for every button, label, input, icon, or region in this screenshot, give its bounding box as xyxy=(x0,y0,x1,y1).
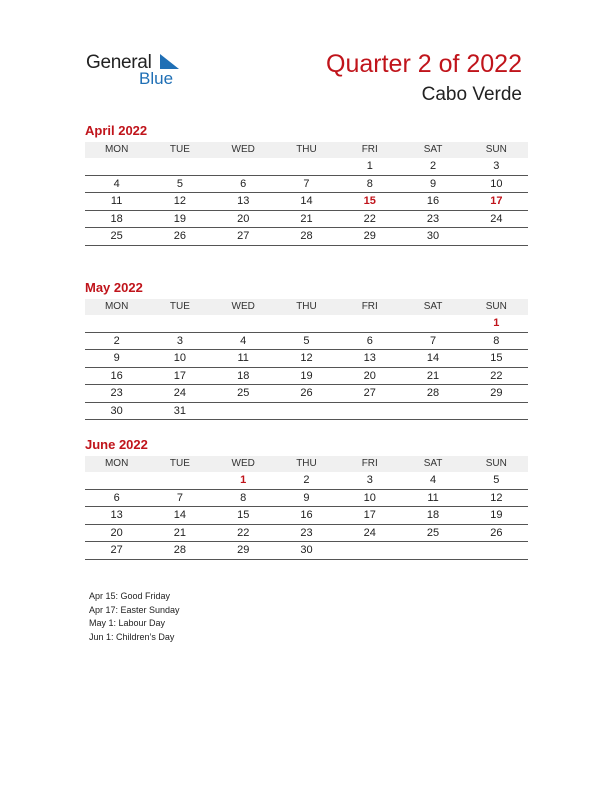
weekday-label: THU xyxy=(296,458,317,469)
week-row xyxy=(85,176,528,194)
day-cell: 18 xyxy=(426,509,440,521)
day-cell: 10 xyxy=(363,491,376,504)
day-cell: 23 xyxy=(300,526,313,539)
day-cell: 28 xyxy=(300,230,313,242)
day-cell: 20 xyxy=(237,212,250,225)
day-cell: 2 xyxy=(429,160,437,172)
day-cell: 5 xyxy=(493,474,500,486)
day-cell: 29 xyxy=(237,544,250,556)
day-cell: 22 xyxy=(490,369,503,382)
day-cell: 2 xyxy=(303,474,310,486)
day-cell: 13 xyxy=(237,195,250,207)
logo-triangle-icon xyxy=(158,54,180,70)
week-row xyxy=(85,211,528,229)
day-cell: 4 xyxy=(429,474,437,486)
day-cell: 11 xyxy=(427,491,439,504)
day-cell: 12 xyxy=(300,352,313,364)
day-cell: 27 xyxy=(110,544,123,556)
day-cell: 22 xyxy=(237,526,250,539)
day-cell: 2 xyxy=(113,334,120,347)
day-cell: 27 xyxy=(363,387,376,399)
weekday-header-row xyxy=(85,456,528,472)
week-row xyxy=(85,228,528,246)
weekday-label: MON xyxy=(104,301,129,312)
logo-blue-text: Blue xyxy=(139,69,174,88)
holiday-note: Apr 15: Good Friday xyxy=(89,591,171,601)
day-cell: 8 xyxy=(493,334,500,347)
week-row xyxy=(85,472,528,490)
day-cell: 9 xyxy=(113,352,120,364)
holiday-day-cell: 15 xyxy=(363,195,376,207)
weekday-label: WED xyxy=(231,144,255,155)
empty-day-cell xyxy=(212,403,275,420)
day-cell: 26 xyxy=(490,526,503,539)
day-cell: 14 xyxy=(300,195,313,207)
day-cell: 22 xyxy=(363,212,376,225)
day-cell: 16 xyxy=(110,369,123,382)
empty-day-cell xyxy=(465,228,528,245)
day-cell: 5 xyxy=(176,177,183,190)
day-cell: 21 xyxy=(173,526,187,539)
month-grid xyxy=(85,456,528,560)
day-cell: 26 xyxy=(173,230,187,242)
week-row xyxy=(85,193,528,211)
day-cell: 15 xyxy=(490,352,503,364)
empty-day-cell xyxy=(85,315,148,332)
day-cell: 3 xyxy=(366,474,373,486)
day-cell: 26 xyxy=(300,387,313,399)
weekday-label: WED xyxy=(231,458,255,469)
day-cell: 13 xyxy=(363,352,376,364)
holiday-day-cell: 1 xyxy=(493,317,500,329)
day-cell: 1 xyxy=(366,160,373,172)
holiday-notes xyxy=(89,590,180,644)
empty-day-cell xyxy=(338,403,401,420)
day-cell: 6 xyxy=(366,334,373,347)
weekday-header-row xyxy=(85,299,528,315)
day-cell: 19 xyxy=(300,369,313,382)
day-cell: 24 xyxy=(173,387,187,399)
weekday-label: FRI xyxy=(361,144,378,155)
weekday-label: MON xyxy=(104,144,129,155)
weekday-label: SAT xyxy=(423,301,443,312)
day-cell: 13 xyxy=(110,509,123,521)
month-june xyxy=(85,436,528,560)
month-april xyxy=(85,122,528,246)
holiday-day-cell: 1 xyxy=(240,474,247,486)
day-cell: 7 xyxy=(429,334,437,347)
day-cell: 4 xyxy=(113,177,120,190)
weekday-label: SAT xyxy=(423,458,443,469)
day-cell: 29 xyxy=(490,387,503,399)
month-may xyxy=(85,279,528,420)
day-cell: 4 xyxy=(240,334,247,347)
weekday-label: TUE xyxy=(169,301,190,312)
weekday-label: SUN xyxy=(485,458,507,469)
day-cell: 23 xyxy=(110,387,123,399)
empty-day-cell xyxy=(212,315,275,332)
empty-day-cell xyxy=(148,158,211,175)
week-row xyxy=(85,507,528,525)
day-cell: 28 xyxy=(173,544,187,556)
day-cell: 5 xyxy=(303,334,310,347)
weekday-label: SAT xyxy=(423,144,443,155)
day-cell: 16 xyxy=(426,195,440,207)
day-cell: 27 xyxy=(237,230,250,242)
day-cell: 25 xyxy=(110,230,123,242)
day-cell: 9 xyxy=(303,491,310,504)
logo-general-text: General xyxy=(86,52,152,73)
empty-day-cell xyxy=(465,542,528,559)
month-title: May 2022 xyxy=(85,280,143,295)
empty-day-cell xyxy=(148,315,211,332)
day-cell: 31 xyxy=(173,404,187,417)
weekday-label: THU xyxy=(296,301,317,312)
day-cell: 20 xyxy=(363,369,376,382)
day-cell: 9 xyxy=(429,177,437,190)
day-cell: 24 xyxy=(363,526,376,539)
logo xyxy=(86,52,196,92)
day-cell: 10 xyxy=(490,177,503,190)
empty-day-cell xyxy=(338,542,401,559)
empty-day-cell xyxy=(401,315,464,332)
day-cell: 10 xyxy=(173,352,187,364)
day-cell: 12 xyxy=(173,195,187,207)
empty-day-cell xyxy=(275,315,338,332)
day-cell: 28 xyxy=(426,387,440,399)
empty-day-cell xyxy=(401,542,464,559)
weekday-label: WED xyxy=(231,301,255,312)
day-cell: 6 xyxy=(113,491,120,504)
empty-day-cell xyxy=(401,403,464,420)
weekday-label: TUE xyxy=(169,144,190,155)
empty-day-cell xyxy=(465,403,528,420)
day-cell: 30 xyxy=(300,544,313,556)
weekday-label: MON xyxy=(104,458,129,469)
holiday-note: May 1: Labour Day xyxy=(89,618,166,628)
day-cell: 16 xyxy=(300,509,313,521)
day-cell: 18 xyxy=(110,212,123,225)
page-title: Quarter 2 of 2022 xyxy=(326,50,522,78)
month-grid xyxy=(85,142,528,246)
day-cell: 7 xyxy=(176,491,183,504)
day-cell: 8 xyxy=(366,177,373,190)
empty-day-cell xyxy=(85,158,148,175)
weekday-label: SUN xyxy=(485,301,507,312)
week-row xyxy=(85,542,528,560)
empty-day-cell xyxy=(275,158,338,175)
day-cell: 29 xyxy=(363,230,376,242)
week-row xyxy=(85,403,528,421)
country-name: Cabo Verde xyxy=(421,84,522,105)
week-row xyxy=(85,490,528,508)
day-cell: 25 xyxy=(426,526,440,539)
week-row xyxy=(85,525,528,543)
holiday-day-cell: 17 xyxy=(490,195,503,207)
weekday-label: FRI xyxy=(361,458,378,469)
weekday-header-row xyxy=(85,142,528,158)
day-cell: 7 xyxy=(303,177,310,190)
week-row xyxy=(85,350,528,368)
day-cell: 30 xyxy=(110,404,123,417)
day-cell: 8 xyxy=(240,491,247,504)
day-cell: 17 xyxy=(173,369,187,382)
month-grid xyxy=(85,299,528,420)
empty-day-cell xyxy=(85,472,148,489)
day-cell: 15 xyxy=(237,509,250,521)
empty-day-cell xyxy=(338,315,401,332)
day-cell: 21 xyxy=(426,369,440,382)
day-cell: 12 xyxy=(490,491,503,504)
day-cell: 14 xyxy=(173,509,187,521)
day-cell: 30 xyxy=(426,230,440,242)
weekday-label: FRI xyxy=(361,301,378,312)
day-cell: 11 xyxy=(110,195,123,207)
day-cell: 23 xyxy=(426,212,440,225)
month-title: June 2022 xyxy=(85,437,148,452)
week-row xyxy=(85,158,528,176)
day-cell: 19 xyxy=(490,509,503,521)
day-cell: 24 xyxy=(490,212,503,225)
day-cell: 21 xyxy=(300,212,313,225)
day-cell: 3 xyxy=(493,160,500,172)
day-cell: 19 xyxy=(173,212,187,225)
weekday-label: THU xyxy=(296,144,317,155)
day-cell: 6 xyxy=(240,177,247,190)
holiday-note: Jun 1: Children’s Day xyxy=(89,631,175,642)
week-row xyxy=(85,315,528,333)
month-title: April 2022 xyxy=(85,123,148,138)
day-cell: 11 xyxy=(237,352,249,364)
day-cell: 18 xyxy=(237,369,250,382)
day-cell: 17 xyxy=(363,509,376,521)
weekday-label: SUN xyxy=(485,144,507,155)
week-row xyxy=(85,333,528,351)
weekday-label: TUE xyxy=(169,458,190,469)
week-row xyxy=(85,368,528,386)
holiday-note: Apr 17: Easter Sunday xyxy=(89,604,180,615)
empty-day-cell xyxy=(275,403,338,420)
week-row xyxy=(85,385,528,403)
empty-day-cell xyxy=(212,158,275,175)
day-cell: 20 xyxy=(110,526,123,539)
empty-day-cell xyxy=(148,472,211,489)
day-cell: 3 xyxy=(176,334,183,347)
day-cell: 14 xyxy=(426,352,440,364)
day-cell: 25 xyxy=(237,387,250,399)
